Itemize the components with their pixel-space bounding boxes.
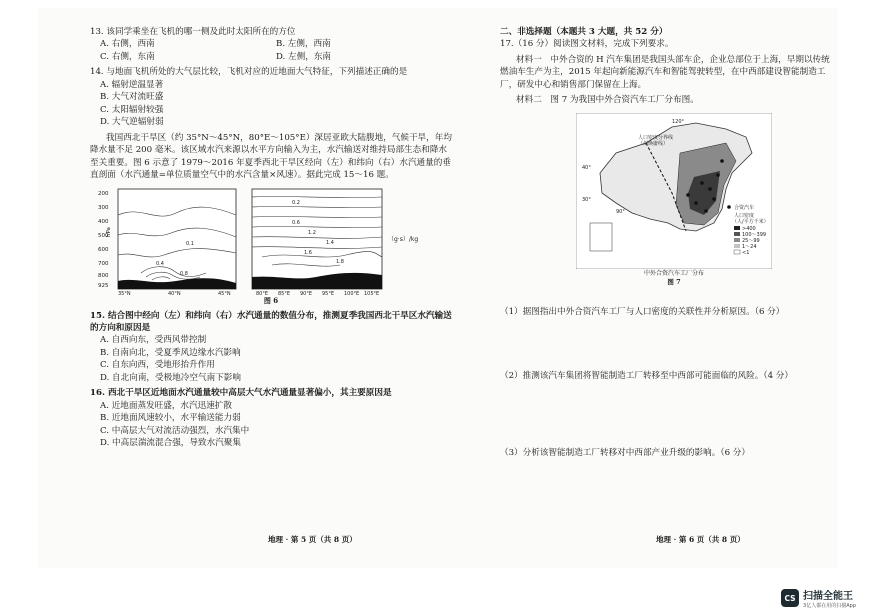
q15-stem: 15. 结合图中经向（左）和纬向（右）水汽通量的数值分布，推测夏季我国西北干旱区水汽输送的方向和原因是 <box>90 310 452 334</box>
zonal-label-02: 0.2 <box>292 200 300 207</box>
meridional-panel <box>118 189 236 289</box>
q17-sub-1: （1）据图指出中外合资汽车工厂与人口密度的关联性并分析原因。（6 分） <box>500 306 785 317</box>
legend-value: 1～24 <box>742 243 757 250</box>
plant-dot <box>694 201 698 205</box>
y-tick-500: 500 <box>98 233 109 240</box>
plant-dot <box>720 159 724 163</box>
q17-sub-3: （3）分析该智能制造工厂转移对中西部产业升级的影响。（6 分） <box>500 447 750 458</box>
watermark-title: 扫描全能王 <box>803 591 854 602</box>
y-tick-700: 700 <box>98 261 109 268</box>
q17-sub-2: （2）推测该汽车集团将智能制造工厂转移至中西部可能面临的风险。（4 分） <box>500 371 793 382</box>
zonal-label-12: 1.2 <box>308 230 316 237</box>
material-2: 材料二 图 7 为我国中外合资汽车工厂分布图。 <box>516 95 699 106</box>
q13-option-d: D. 左侧，东南 <box>276 51 332 62</box>
flux-unit-label: （g·s）/kg <box>388 236 419 244</box>
plant-dot <box>708 187 712 191</box>
map-lat-label: 30° <box>582 196 591 203</box>
scanned-exam-sheet <box>38 8 838 568</box>
section-heading: 二、非选择题（本题共 3 大题，共 52 分） <box>500 27 668 37</box>
zonal-label-14: 1.4 <box>326 240 334 247</box>
legend-value: 100～399 <box>742 231 767 238</box>
right-page <box>500 26 830 459</box>
q14-option-d: D. 大气逆辐射弱 <box>100 117 164 128</box>
x-tick-105e: 105°E <box>364 291 380 296</box>
china-map <box>576 113 772 269</box>
south-china-sea-inset <box>590 223 612 251</box>
legend-density-unit: （人/平方千米） <box>732 218 769 225</box>
material-1: 材料一 中外合资的 H 汽车集团是我国头部车企，企业总部位于上海，早期以传统燃油车生产为主，2015 年起向新能源汽车和智能驾驶转型，在中西部建设智能制造工厂，研发中心和销售部门保留在上海。 <box>500 54 830 90</box>
plant-dot <box>716 173 720 177</box>
q16-option-b: B. 近地面风速较小，水平输送能力弱 <box>100 413 241 424</box>
q16-option-d: D. 中高层湍流混合强，导致水汽聚集 <box>100 438 241 449</box>
y-tick-300: 300 <box>98 205 109 212</box>
plant-dot <box>712 197 716 201</box>
q13-option-c: C. 右侧，东南 <box>100 51 155 62</box>
y-tick-400: 400 <box>98 219 109 226</box>
q16-option-a: A. 近地面蒸发旺盛，水汽迅速扩散 <box>100 400 232 411</box>
figure-6-caption: 图 6 <box>263 296 279 306</box>
y-tick-600: 600 <box>98 247 109 254</box>
y-tick-925: 925 <box>98 283 109 290</box>
question-13 <box>90 26 452 63</box>
page-footer-6: 地理 · 第 6 页（共 8 页） <box>656 535 745 544</box>
q17-heading: 17.（16 分）阅读图文材料，完成下列要求。 <box>500 39 674 50</box>
q15-option-d: D. 自北向南，受极地冷空气南下影响 <box>100 372 241 383</box>
plant-dot <box>704 209 708 213</box>
q15-option-c: C. 自东向西，受地形抬升作用 <box>100 360 215 371</box>
zonal-label-18: 1.8 <box>336 259 344 266</box>
watermark-subtitle: 3亿人都在用的扫描App <box>803 603 856 609</box>
contour-label-08: 0.8 <box>180 271 188 278</box>
q13-option-a: A. 右侧，西南 <box>100 39 155 50</box>
question-16 <box>90 387 452 449</box>
q13-option-b: B. 左侧，西南 <box>276 39 331 50</box>
x-tick-45n: 45°N <box>218 291 231 296</box>
legend-value: >400 <box>742 225 756 232</box>
zonal-label-16: 1.6 <box>304 250 312 257</box>
q16-stem: 16. 西北干旱区近地面水汽通量较中高层大气水汽通量显著偏小，其主要原因是 <box>90 388 392 399</box>
y-axis-unit: hPa <box>106 227 112 238</box>
figure-6-plots <box>96 185 451 295</box>
zonal-panel <box>252 189 382 289</box>
figure-7-subcaption: 中外合资汽车工厂分布 <box>643 269 704 277</box>
map-lon-label: 120° <box>672 118 685 125</box>
y-tick-200: 200 <box>98 191 109 198</box>
question-14 <box>90 66 452 128</box>
q15-option-b: B. 自南向北，受夏季风边缘水汽影响 <box>100 347 241 358</box>
map-lat-label: 40° <box>582 164 591 171</box>
zonal-label-06: 0.6 <box>292 220 300 227</box>
x-tick-95e: 95°E <box>322 291 335 296</box>
legend-density-label: 人口密度 <box>734 212 755 219</box>
huhuanyong-line-label: 人口密度分界线 <box>638 134 674 141</box>
x-tick-80e: 80°E <box>256 291 269 296</box>
q14-option-b: B. 大气对流旺盛 <box>100 92 164 103</box>
camscanner-logo: CS <box>781 589 799 607</box>
scanner-watermark <box>781 587 856 609</box>
q16-option-c: C. 中高层大气对流活动强烈，水汽集中 <box>100 425 250 436</box>
legend-value: 25～99 <box>742 237 760 244</box>
legend-value: <1 <box>742 249 750 256</box>
figure-7-caption: 图 7 <box>667 278 681 287</box>
left-page <box>90 26 452 450</box>
huhuanyong-line-sub: （胡焕庸线） <box>638 140 669 147</box>
figure-6 <box>96 185 452 295</box>
figure-7-map <box>576 113 772 269</box>
plant-dot <box>686 193 690 197</box>
page-footer-5: 地理 · 第 5 页（共 8 页） <box>268 535 357 544</box>
q13-stem: 13. 该同学乘坐在飞机的哪一侧及此时太阳所在的方位 <box>90 27 296 37</box>
passage-15-16: 我国西北干旱区（约 35°N～45°N，80°E～105°E）深居亚欧大陆腹地，气候干旱，年均降水量不足 200 毫米。该区域水汽来源以水平方向输入为主，水汽输送对维持局部生态和降水至关重要。图 6 示意了 1979～2016 年夏季西北干旱区经向（左）和纬向（右）水汽通量的垂直剖面（水汽通量=单位质量空气中的水汽含量×风速）。据此完成 15～16 题。 <box>90 132 452 180</box>
q15-option-a: A. 自西向东，受西风带控制 <box>100 335 207 346</box>
x-tick-85e: 85°E <box>278 291 291 296</box>
x-tick-90e: 90°E <box>300 291 313 296</box>
x-tick-40n: 40°N <box>168 291 181 296</box>
y-tick-800: 800 <box>98 273 109 280</box>
contour-label-04: 0.4 <box>156 261 164 268</box>
contour-label-01: 0.1 <box>186 241 194 248</box>
q14-option-a: A. 辐射逆温显著 <box>100 79 164 90</box>
x-tick-35n: 35°N <box>118 291 131 296</box>
question-15 <box>90 310 452 385</box>
q14-stem: 14. 与地面飞机所处的大气层比较，飞机对应的近地面大气特征，下列描述正确的是 <box>90 67 408 78</box>
plant-dot <box>700 181 704 185</box>
q14-option-c: C. 太阳辐射较强 <box>100 104 164 115</box>
legend-plant-label: 合资汽车 <box>734 204 755 211</box>
x-tick-100e: 100°E <box>344 291 360 296</box>
map-lon-label: 90° <box>616 208 625 215</box>
